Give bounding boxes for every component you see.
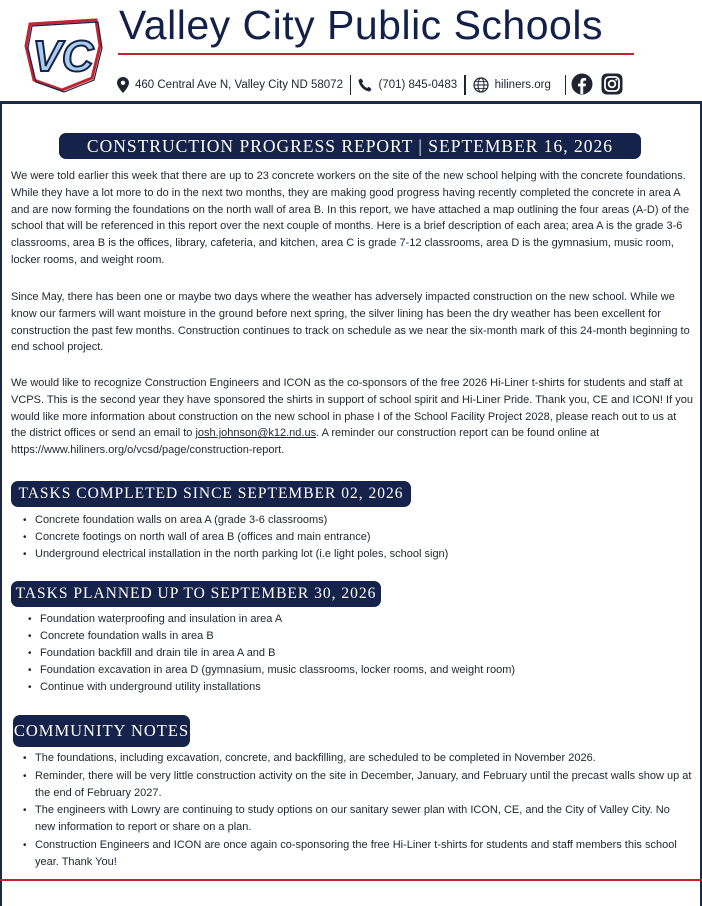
- facebook-icon[interactable]: [571, 73, 593, 95]
- list-item: • Concrete foundation walls on area A (grade 3-6 classrooms): [17, 512, 687, 529]
- completed-heading: TASKS COMPLETED SINCE SEPTEMBER 02, 2026: [11, 481, 411, 507]
- paragraph-text: . A reminder our construction report can be found online at https://www.hiliners.org/o/vcsd/page/construction-report.: [11, 427, 600, 457]
- logo-letters: VC: [32, 32, 94, 81]
- address-text: 460 Central Ave N, Valley City ND 58072: [135, 79, 343, 91]
- community-heading: COMMUNITY NOTES: [13, 715, 190, 747]
- header-bar: [0, 101, 702, 104]
- divider: [464, 75, 466, 95]
- list-item: • Foundation excavation in area D (gymnasium, music classrooms, locker rooms, and weight room): [22, 662, 692, 679]
- report-paragraph-3: [11, 375, 693, 459]
- social-links: [571, 73, 623, 95]
- list-item: • Construction Engineers and ICON are once again co-sponsoring the free Hi-Liner t-shirts for students and staff members this school year. Thank You!: [17, 837, 692, 871]
- community-list: [17, 750, 692, 871]
- website-link[interactable]: hiliners.org: [494, 79, 551, 91]
- paragraph-text: We would like to recognize Construction Engineers and ICON as the co-sponsors of the free 2026 Hi-Liner t-shirts for students and staff at VCPS. This is the second year they have sponsored the shirts in support of school spirit and Hi-Liner Pride. Thank you, CE and ICON! If you would like more information about construction on the new school in phase I of the School Facility Project 2028, please reach out to us at the district offices or send an email to: [11, 377, 693, 440]
- divider: [565, 75, 567, 95]
- report-title: CONSTRUCTION PROGRESS REPORT | SEPTEMBER 16, 2026: [59, 133, 641, 159]
- map-pin-icon: [117, 77, 129, 93]
- school-name: Valley City Public Schools: [119, 2, 603, 48]
- page-border-left: [0, 102, 2, 906]
- list-item: • Concrete footings on north wall of area B (offices and main entrance): [17, 529, 687, 546]
- report-paragraph-2: Since May, there has been one or maybe two days where the weather has adversely impacted construction on the new school. While we know our farmers will want moisture in the ground before next spring, the silver lining has been the dry weather has been excellent for construction the past few months. Construction continues to track on schedule as we near the six-month mark of this 24-month beginning to end school project.: [11, 291, 690, 354]
- list-item: • Continue with underground utility installations: [22, 679, 692, 696]
- list-item: • Concrete foundation walls in area B: [22, 628, 692, 645]
- school-logo: [22, 16, 104, 94]
- list-item: • Underground electrical installation in the north parking lot (i.e light poles, school sign): [17, 546, 687, 563]
- list-item: • The foundations, including excavation, concrete, and backfilling, are scheduled to be completed in November 2026.: [17, 750, 692, 767]
- divider: [350, 75, 352, 95]
- globe-icon: [473, 77, 489, 93]
- email-link[interactable]: josh.johnson@k12.nd.us: [195, 427, 317, 440]
- report-paragraph-1: We were told earlier this week that there are up to 23 concrete workers on the site of the new school helping with the concrete foundations. While they have a lot more to do in the next two months, they are making good progress having recently completed the concrete in area A and are now forming the foundations on the north wall of area B. In this report, we have attached a map outlining the four areas (A-D) of the school that will be referenced in this report over the next couple of months. Here is a brief description of each area; area A is the grade 3-6 classrooms, area B is the offices, library, cafeteria, and kitchen, area C is grade 7-12 classrooms, area D is the gymnasium, music room, locker rooms, and weight room.: [11, 170, 690, 266]
- phone-icon: [358, 78, 372, 92]
- list-item: • Foundation backfill and drain tile in area A and B: [22, 645, 692, 662]
- list-item: • Foundation waterproofing and insulation in area A: [22, 611, 692, 628]
- phone-link[interactable]: (701) 845-0483: [378, 79, 458, 91]
- footer-divider: [0, 879, 702, 881]
- header-divider: [118, 53, 634, 55]
- completed-list: [17, 512, 687, 563]
- instagram-icon[interactable]: [601, 73, 623, 95]
- contact-row: [117, 72, 573, 98]
- planned-list: [22, 611, 692, 696]
- list-item: • The engineers with Lowry are continuing to study options on our sanitary sewer plan with ICON, CE, and the City of Valley City. No new information to report or share on a plan.: [17, 802, 692, 836]
- list-item: • Reminder, there will be very little construction activity on the site in December, January, and February until the precast walls show up at the end of February 2027.: [17, 768, 692, 802]
- planned-heading: TASKS PLANNED UP TO SEPTEMBER 30, 2026: [11, 581, 381, 607]
